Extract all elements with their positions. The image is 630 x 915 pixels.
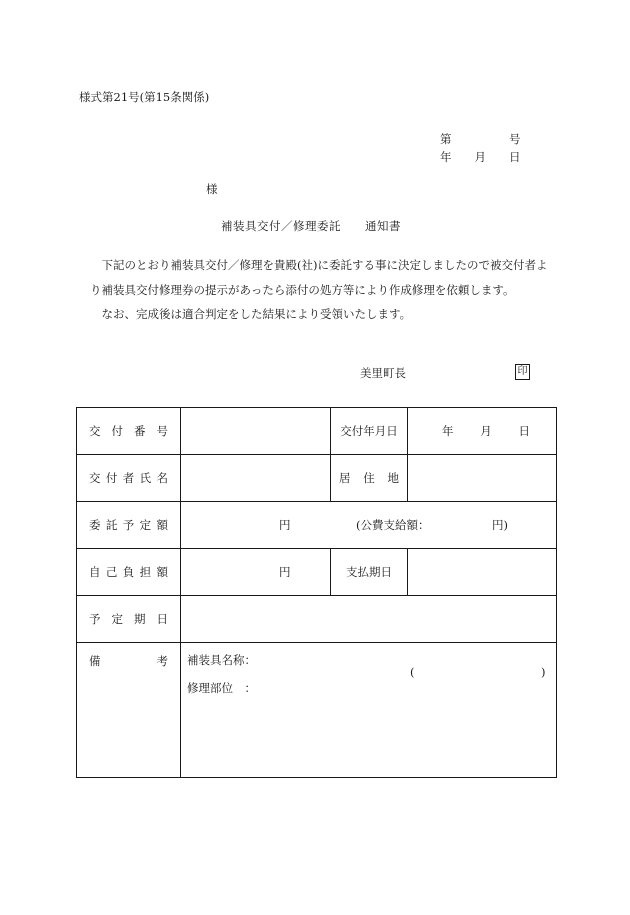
mayor-signature: 美里町長 [360,366,406,380]
device-name-paren-close: ) [541,665,546,679]
device-name-paren-open: ( [410,665,415,679]
value-commission-amount: 円 (公費支給額： 円) [181,502,557,549]
label-scheduled-date: 予 定 期 日 [77,596,181,643]
row-commission-amount [77,502,557,549]
label-recipient-name: 交 付 者 氏 名 [77,455,181,502]
repair-part-label: 修理部位 ： [187,681,256,695]
form-number: 様式第21号(第15条関係) [79,90,210,104]
value-remarks [181,643,557,778]
document-number: 第 号 [440,132,521,146]
value-delivery-number [181,408,331,455]
label-address: 居 住 地 [331,455,408,502]
value-recipient-name [181,455,331,502]
label-delivery-number: 交 付 番 号 [77,408,181,455]
issue-date: 年 月 日 [440,150,521,164]
details-table [76,407,557,778]
seal-stamp: 印 [515,364,530,380]
row-recipient-name [77,455,557,502]
label-payment-due: 支払期日 [331,549,408,596]
value-address [408,455,557,502]
notice-body [90,253,556,327]
row-remarks [77,643,557,778]
label-delivery-date: 交付年月日 [331,408,408,455]
document-title: 補装具交付／修理委託 通知書 [221,219,401,233]
label-remarks: 備 考 [77,643,181,778]
value-delivery-date: 年 月 日 [408,408,557,455]
value-payment-due [408,549,557,596]
addressee: 様 [206,182,218,196]
body-paragraph-2: なお、完成後は適合判定をした結果により受領いたします。 [101,307,412,321]
device-name-label: 補装具名称： [187,653,256,667]
label-self-pay-amount: 自 己 負 担 額 [77,549,181,596]
label-commission-amount: 委 託 予 定 額 [77,502,181,549]
value-scheduled-date [181,596,557,643]
row-scheduled-date [77,596,557,643]
body-paragraph-1: 下記のとおり補装具交付／修理を貴殿(社)に委託する事に決定しましたので被交付者より補装具交付修理券の提示があったら添付の処方等により作成修理を依頼します。 [90,258,548,297]
value-self-pay-amount: 円 [181,549,331,596]
row-delivery-number [77,408,557,455]
row-self-pay-amount [77,549,557,596]
